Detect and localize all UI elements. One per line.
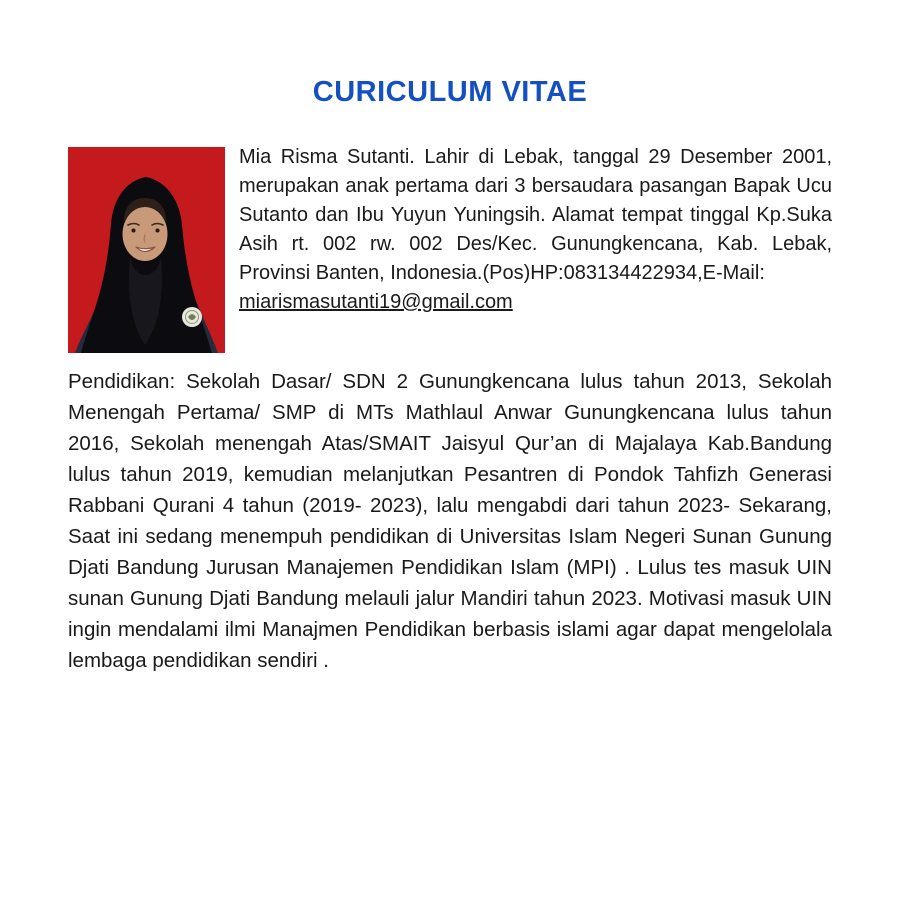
- page-title: CURICULUM VITAE: [312, 76, 588, 108]
- education-paragraph: Pendidikan: Sekolah Dasar/ SDN 2 Gunungkencana lulus tahun 2013, Sekolah Menengah Pertama/ SMP di MTs Mathlaul Anwar Gunungkencana lulus tahun 2016, Sekolah menengah Atas/SMAIT Jaisyul Qur’an di Majalaya Kab.Bandung lulus tahun 2019, kemudian melanjutkan Pesantren di Pondok Tahfizh Generasi Rabbani Qurani 4 tahun (2019- 2023), lalu mengabdi dari tahun 2023- Sekarang, Saat ini sedang menempuh pendidikan di Universitas Islam Negeri Sunan Gunung Djati Bandung Jurusan Manajemen Pendidikan Islam (MPI) . Lulus tes masuk UIN sunan Gunung Djati Bandung melauli jalur Mandiri tahun 2023. Motivasi masuk UIN ingin mendalami ilmi Manajmen Pendidikan berbasis islami agar dapat mengelolala lembaga pendidikan sendiri .: [68, 370, 832, 672]
- bio-intro-text: Mia Risma Sutanti. Lahir di Lebak, tanggal 29 Desember 2001, merupakan anak pertama dari 3 bersaudara pasangan Bapak Ucu Sutanto dan Ibu Yuyun Yuningsih. Alamat tempat tinggal Kp.Suka Asih rt. 002 rw. 002 Des/Kec. Gunungkencana, Kab. Lebak, Provinsi Banten, Indonesia.(Pos)HP:083134422934,E-Mail:: [239, 146, 832, 284]
- bio-paragraph: [239, 143, 832, 317]
- email-link[interactable]: miarismasutanti19@gmail.com: [239, 291, 513, 313]
- bio-section: [68, 147, 832, 353]
- profile-photo: [68, 147, 225, 353]
- portrait-photo-graphic: [68, 147, 225, 353]
